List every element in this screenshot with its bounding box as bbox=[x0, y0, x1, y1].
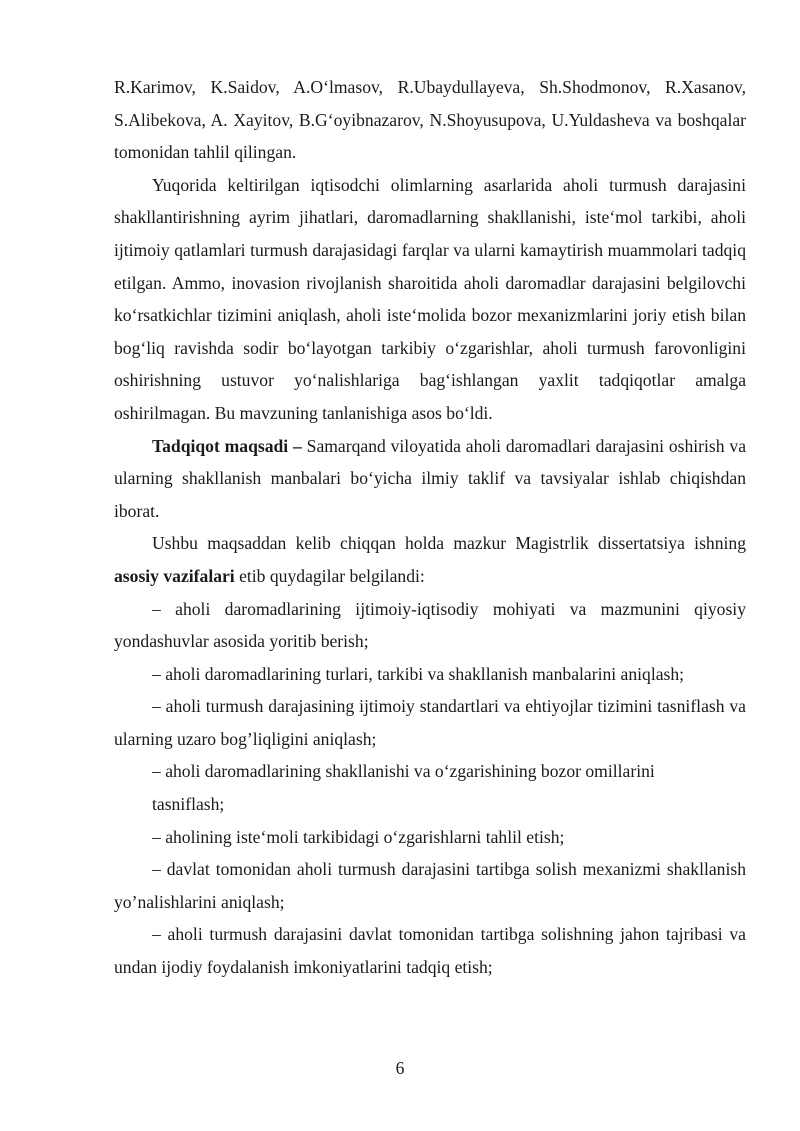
tasks-intro-bold: asosiy vazifalari bbox=[114, 565, 235, 586]
task-item-continuation: tasniflash; bbox=[152, 794, 225, 815]
task-item: – aholi turmush darajasini davlat tomonidan tartibga solishning jahon tajribasi va undan ijodiy foydalanish imkoniyatlarini tadqiq etish; bbox=[114, 924, 746, 978]
research-goal-text: Samarqand viloyatida aholi daromadlari darajasini oshirish va ularning shakllanish manbalari bo‘yicha ilmiy taklif va tavsiyalar ishlab chiqishdan iborat. bbox=[114, 435, 747, 521]
task-item: – aholi daromadlarining turlari, tarkibi va shakllanish manbalarini aniqlash; bbox=[152, 663, 685, 684]
tasks-intro-paragraph bbox=[114, 527, 746, 592]
task-item: – davlat tomonidan aholi turmush darajasini tartibga solish mexanizmi shakllanish yo’nalishlarini aniqlash; bbox=[114, 859, 746, 912]
research-goal-label: Tadqiqot maqsadi – bbox=[152, 435, 302, 456]
task-item: – aholining iste‘moli tarkibidagi o‘zgarishlarni tahlil etish; bbox=[152, 826, 565, 847]
literature-review-paragraph: Yuqorida keltirilgan iqtisodchi olimlarning asarlarida aholi turmush darajasini shakllantirishning ayrim jihatlari, daromadlarning shakllanishi, iste‘mol tarkibi, aholi ijtimoiy qatlamlari turmush darajasidagi farqlar va ularni kamaytirish muammolari tadqiq etilgan. Ammo, inovasion rivojlanish sharoitida aholi daromadlar darajasini belgilovchi ko‘rsatkichlar tizimini aniqlash, aholi iste‘molida bozor mexanizmlarini joriy etish bilan bog‘liq ravishda sodir bo‘layotgan tarkibiy o‘zgarishlar, aholi turmush farovonligini oshirishning ustuvor yo‘nalishlariga bag‘ishlangan yaxlit tadqiqotlar amalga oshirilmagan. Bu mavzuning tanlanishiga asos bo‘ldi. bbox=[114, 174, 746, 423]
task-item: – aholi daromadlarining ijtimoiy-iqtisodiy mohiyati va mazmunini qiyosiy yondashuvlar asosida yoritib berish; bbox=[114, 598, 746, 652]
tasks-intro-before: Ushbu maqsaddan kelib chiqqan holda mazkur Magistrlik dissertatsiya ishning bbox=[152, 533, 746, 554]
page-number: 6 bbox=[395, 1058, 405, 1078]
task-item: – aholi turmush darajasining ijtimoiy standartlari va ehtiyojlar tizimini tasniflash va ularning uzaro bog’liqligini aniqlash; bbox=[114, 696, 746, 749]
document-page bbox=[114, 71, 746, 984]
authors-paragraph: R.Karimov, K.Saidov, A.O‘lmasov, R.Ubaydullayeva, Sh.Shodmonov, R.Xasanov, S.Alibekova, A. Xayitov, B.G‘oyibnazarov, N.Shoyusupova, U.Yuldasheva va boshqalar tomonidan tahlil qilingan. bbox=[114, 77, 746, 163]
tasks-intro-after: etib quydagilar belgilandi: bbox=[234, 565, 425, 586]
research-goal-paragraph bbox=[114, 430, 746, 528]
task-item: – aholi daromadlarining shakllanishi va o‘zgarishining bozor omillarini bbox=[152, 761, 655, 782]
